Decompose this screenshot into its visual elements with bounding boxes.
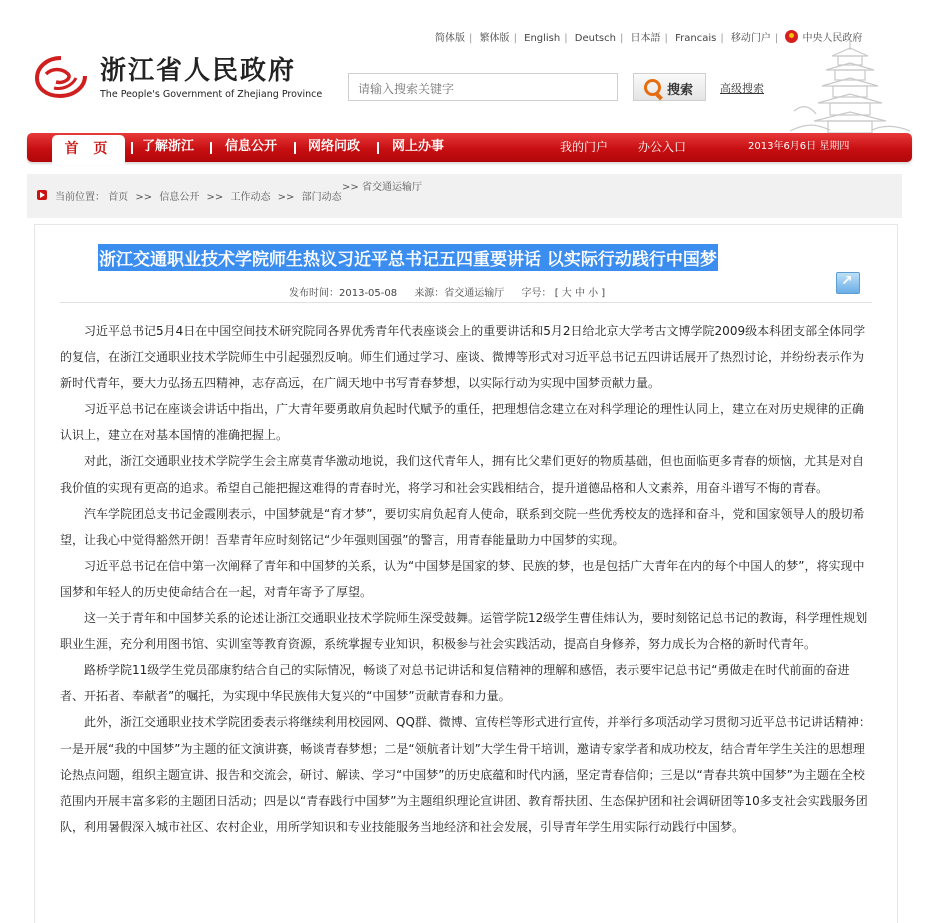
nav-home[interactable]: 首 页 <box>52 135 125 165</box>
article-paragraph: 路桥学院11级学生党员邵康豹结合自己的实际情况，畅谈了对总书记讲话和复信精神的理解和感悟，表示要牢记总书记“勇做走在时代前面的奋进者、开拓者、奉献者”的嘱托，为实现中华民族伟大复兴的“中国梦”贡献青春和力量。 <box>60 663 850 704</box>
link-francais[interactable]: Francais <box>675 33 717 44</box>
font-size-selector[interactable]: [ 大 中 小 ] <box>554 288 606 299</box>
nav-about-zhejiang[interactable]: 了解浙江 <box>142 139 195 154</box>
breadcrumb-work-news[interactable]: 工作动态 <box>230 192 271 203</box>
article-paragraph: 习近平总书记在座谈会讲话中指出，广大青年要勇敢肩负起时代赋予的重任，把理想信念建立在对科学理论的理性认同上，建立在对历史规律的正确认识上，建立在对基本国情的准确把握上。 <box>60 402 865 443</box>
advanced-search-link[interactable]: 高级搜索 <box>720 82 764 95</box>
breadcrumb-home[interactable]: 首页 <box>108 192 129 203</box>
font-size-label: 字号： <box>521 288 552 299</box>
article-paragraph: 这一关于青年和中国梦关系的论述让浙江交通职业技术学院师生深受鼓舞。运管学院12级学生曹佳炜认为，要时刻铭记总书记的教诲，科学理性规划职业生涯，充分利用图书馆、实训室等教育资源，系统掌握专业知识，积极参与社会实践活动，提高自身修养，努力成长为合格的新时代青年。 <box>60 611 868 652</box>
title-divider <box>60 302 872 303</box>
nav-info-disclosure[interactable]: 信息公开 <box>225 139 278 154</box>
logo-title-cn: 浙江省人民政府 <box>100 56 297 86</box>
nav-divider <box>377 142 379 154</box>
nav-online-services[interactable]: 网上办事 <box>392 139 445 154</box>
language-links: 简体版 | 繁体版 | English | Deutsch | 日本語 | Francais | 移动门户 | 中央人民政府 <box>431 29 862 44</box>
current-date: 2013年6月6日 星期四 <box>748 141 850 152</box>
article-title: 浙江交通职业技术学院师生热议习近平总书记五四重要讲话 以实际行动践行中国梦 <box>98 244 718 271</box>
nav-my-portal[interactable]: 我的门户 <box>560 140 609 154</box>
article-paragraph: 习近平总书记在信中第一次阐释了青年和中国梦的关系，认为“中国梦是国家的梦、民族的梦，也是包括广大青年在内的每个中国人的梦”，将实现中国梦和年轻人的历史使命结合在一起，对青年寄予了厚望。 <box>60 558 865 599</box>
article-paragraph: 对此，浙江交通职业技术学院学生会主席莫青华激动地说，我们这代青年人，拥有比父辈们更好的物质基础，但也面临更多青春的烦恼，尤其是对自我价值的实现有更高的追求。希望自己能把握这难得的青春时光，将学习和社会实践相结合，提升道德品格和人文素养，用奋斗谱写不悔的青春。 <box>60 454 865 495</box>
link-simplified[interactable]: 简体版 <box>435 33 465 44</box>
search-button[interactable] <box>633 73 706 101</box>
nav-online-inquiry[interactable]: 网络问政 <box>308 139 361 154</box>
link-deutsch[interactable]: Deutsch <box>574 33 616 44</box>
nav-divider <box>210 142 212 154</box>
link-traditional[interactable]: 繁体版 <box>479 33 510 44</box>
breadcrumb-label: 当前位置： <box>55 192 105 203</box>
article-paragraph: 此外，浙江交通职业技术学院团委表示将继续利用校园网、QQ群、微博、宣传栏等形式进行宣传，并举行多项活动学习贯彻习近平总书记讲话精神：一是开展“我的中国梦”为主题的征文演讲赛，畅谈青春梦想；二是“领航者计划”大学生骨干培训，邀请专家学者和成功校友，结合青年学生关注的思想理论热点问题，组织主题宣讲、报告和交流会，研讨、解读、学习“中国梦”的历史底蕴和时代内涵，坚定青春信仰；三是以“青春共筑中国梦”为主题在全校范围内开展丰富多彩的主题团日活动；四是以“青春践行中国梦”为主题组织理论宣讲团、教育帮扶团、生态保护团和社会调研团等10多支社会实践服务团队，利用暑假深入城市社区、农村企业，用所学知识和专业技能服务当地经济和社会发展，引导青年学生用实际行动践行中国梦。 <box>60 715 871 834</box>
publish-time: 发布时间：2013-05-08 <box>289 288 398 299</box>
zhejiang-logo-icon <box>34 54 88 98</box>
article-meta <box>289 284 605 299</box>
main-nav <box>27 133 912 162</box>
article-paragraph: 习近平总书记5月4日在中国空间技术研究院同各界优秀青年代表座谈会上的重要讲话和5月2日给北京大学考古文博学院2009级本科团支部全体同学的复信，在浙江交通职业技术学院师生中引起强烈反响。师生们通过学习、座谈、微博等形式对习近平总书记五四讲话展开了热烈讨论，并纷纷表示作为新时代青年，要大力弘扬五四精神，志存高远，在广阔天地中书写青春梦想，以实际行动为实现中国梦贡献力量。 <box>60 324 866 391</box>
article-body <box>60 318 872 840</box>
search-input[interactable]: 请输入搜索关键字 <box>348 73 618 101</box>
link-english[interactable]: English <box>524 33 561 44</box>
breadcrumb-current[interactable]: >> 省交通运输厅 <box>342 182 422 193</box>
breadcrumb-dept-news[interactable]: 部门动态 <box>301 192 342 203</box>
link-central-gov[interactable]: 中央人民政府 <box>802 33 863 44</box>
breadcrumb-info-disclosure[interactable]: 信息公开 <box>159 192 200 203</box>
nav-divider <box>131 142 133 154</box>
link-japanese[interactable]: 日本語 <box>630 33 661 44</box>
search-button-label: 搜索 <box>667 83 694 98</box>
pagoda-illustration <box>790 36 910 134</box>
article-paragraph: 汽车学院团总支书记金霞刚表示，中国梦就是“育才梦”，要切实肩负起育人使命，联系到交院一些优秀校友的选择和奋斗，党和国家领导人的殷切希望，让我心中觉得豁然开朗！吾辈青年应时刻铭记“少年强则国强”的警言，用青春能量助力中国梦的实现。 <box>60 506 865 547</box>
share-icon[interactable] <box>836 272 860 294</box>
location-arrow-icon <box>37 190 47 200</box>
article-source: 来源：省交通运输厅 <box>414 288 505 299</box>
logo-title-en: The People's Government of Zhejiang Province <box>100 89 323 100</box>
link-mobile-portal[interactable]: 移动门户 <box>730 33 771 44</box>
magnifier-icon <box>644 79 661 96</box>
breadcrumb: 当前位置： 首页 >> 信息公开 >> 工作动态 >> 部门动态 >> 省交通运输厅 <box>27 174 902 218</box>
nav-office-entry[interactable]: 办公入口 <box>638 140 687 154</box>
nav-divider <box>294 142 296 154</box>
